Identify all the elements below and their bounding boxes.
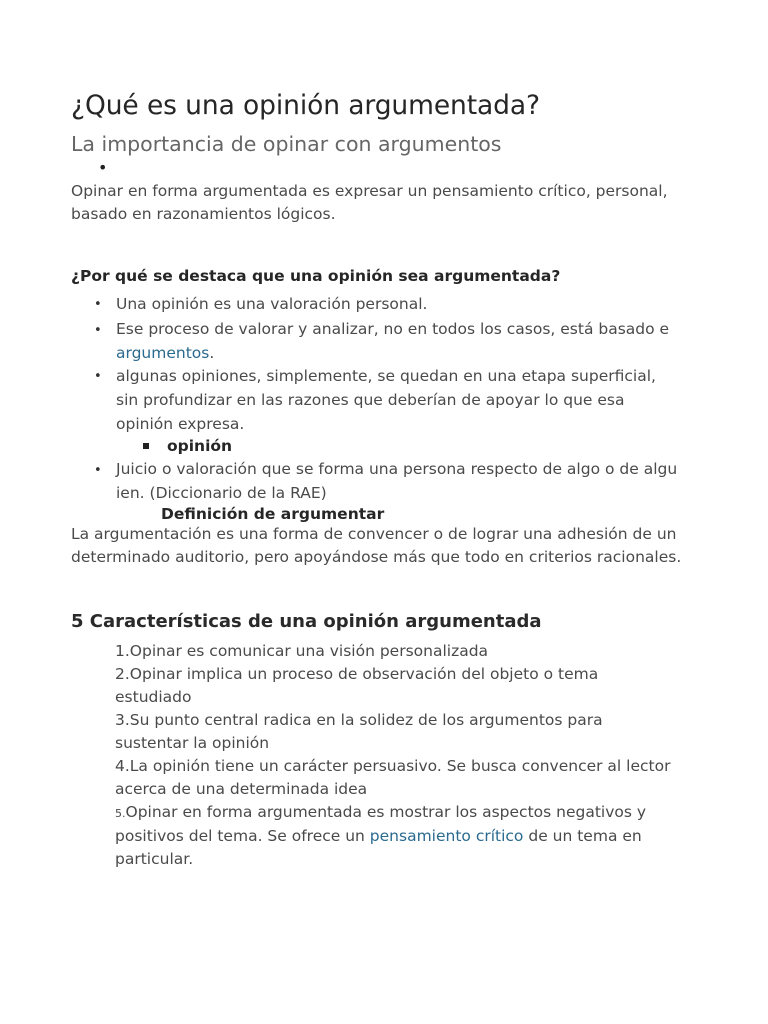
bullet-text-part: Ese proceso de valorar y analizar, no en todos los casos, está basado e [116,320,670,338]
characteristic-text-part: Opinar en forma argumentada es mostrar los aspectos negativos y positivos del tema. Se ofrece un [115,803,647,845]
bullet-icon: • [94,297,102,312]
page-subtitle: La importancia de opinar con argumentos [71,132,502,156]
argumentos-link[interactable]: argumentos [116,344,210,362]
bullet-icon: • [94,369,102,384]
bullet-icon: • [94,323,102,338]
bullet-icon: • [94,463,102,478]
stray-bullet: • [98,158,108,177]
intro-paragraph: Opinar en forma argumentada es expresar un pensamiento crítico, personal, basado en razonamientos lógicos. [71,182,668,223]
why-heading: ¿Por qué se destaca que una opinión sea argumentada? [71,267,561,285]
bullet-text [116,317,676,365]
definition-paragraph: La argumentación es una forma de convencer o de lograr una adhesión de un determinado auditorio, pero apoyándose más que todo en criterios racionales. [71,525,682,566]
characteristic-item: 4.La opinión tiene un carácter persuasivo. Se busca convencer al lector acerca de una determinada idea [115,757,671,798]
page-title: ¿Qué es una opinión argumentada? [71,90,540,121]
bullet-text-part: . [209,344,215,362]
characteristic-item: 2.Opinar implica un proceso de observación del objeto o tema estudiado [115,665,599,706]
definition-heading: Definición de argumentar [161,505,385,523]
bullet-text: Una opinión es una valoración personal. [116,295,428,313]
characteristic-item: 1.Opinar es comunicar una visión personalizada [115,642,489,660]
pensamiento-critico-link[interactable]: pensamiento crítico [369,827,524,845]
characteristics-heading: 5 Características de una opinión argumentada [71,611,542,632]
square-bullet-icon [143,443,149,449]
characteristic-text-part: de un tema en particular. [115,827,642,868]
bullet-text: algunas opiniones, simplemente, se quedan en una etapa superficial, sin profundizar en las razones que deberían de apoyar lo que esa opinión expresa. [116,367,656,433]
bullet-text: Juicio o valoración que se forma una persona respecto de algo o de algu ien. (Diccionario de la RAE) [116,460,678,502]
characteristic-number: 5. [115,807,126,820]
opinion-label: opinión [167,437,233,455]
characteristic-item: 3.Su punto central radica en la solidez de los argumentos para sustentar la opinión [115,711,603,752]
characteristic-item [115,801,675,871]
